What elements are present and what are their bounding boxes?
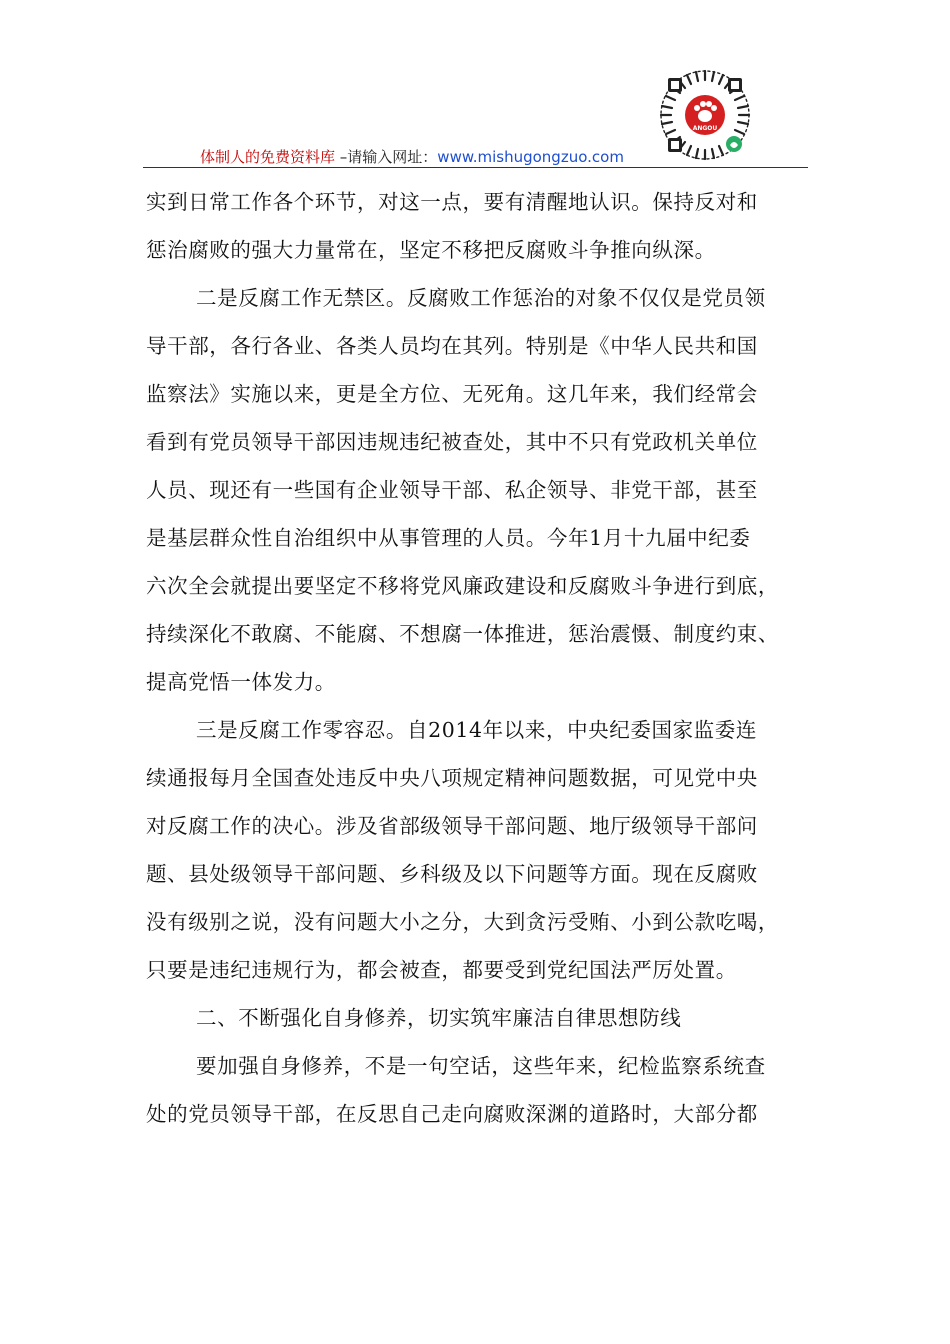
body-line-13: 续通报每月全国查处违反中央八项规定精神问题数据，可见党中央 xyxy=(146,766,758,790)
body-line-1: 实到日常工作各个环节，对这一点，要有清醒地认识。保持反对和 xyxy=(146,190,758,214)
body-line-16: 没有级别之说，没有问题大小之分，大到贪污受贿、小到公款吃喝， xyxy=(146,910,779,934)
body-line-9: 六次全会就提出要坚定不移将党风廉政建设和反腐败斗争进行到底， xyxy=(146,574,779,598)
body-line-8: 是基层群众性自治组织中从事管理的人员。今年1月十九届中纪委 xyxy=(146,526,751,550)
body-line-19: 要加强自身修养，不是一句空话，这些年来，纪检监察系统查 xyxy=(196,1054,766,1078)
page-header xyxy=(0,0,950,170)
mini-program-qr-code xyxy=(656,66,754,164)
body-line-3: 二是反腐工作无禁区。反腐败工作惩治的对象不仅仅是党员领 xyxy=(196,286,766,310)
body-line-17: 只要是违纪违规行为，都会被查，都要受到党纪国法严厉处置。 xyxy=(146,958,737,982)
body-line-15: 题、县处级领导干部问题、乡科级及以下问题等方面。现在反腐败 xyxy=(146,862,758,886)
document-body xyxy=(146,178,806,1138)
body-line-6: 看到有党员领导干部因违规违纪被查处，其中不只有党政机关单位 xyxy=(146,430,758,454)
header-divider xyxy=(143,167,808,168)
body-line-20: 处的党员领导干部，在反思自己走向腐败深渊的道路时，大部分都 xyxy=(146,1102,758,1126)
header-url-link[interactable]: www.mishugongzuo.com xyxy=(437,148,624,166)
body-line-4: 导干部，各行各业、各类人员均在其列。特别是《中华人民共和国 xyxy=(146,334,758,358)
qr-center-label: ANGOU xyxy=(692,125,718,132)
body-line-5: 监察法》实施以来，更是全方位、无死角。这几年来，我们经常会 xyxy=(146,382,758,406)
body-line-11: 提高党悟一体发力。 xyxy=(146,670,336,694)
header-prompt-text: –请输入网址： xyxy=(335,148,438,166)
body-line-7: 人员、现还有一些国有企业领导干部、私企领导、非党干部，甚至 xyxy=(146,478,758,502)
body-line-2: 惩治腐败的强大力量常在，坚定不移把反腐败斗争推向纵深。 xyxy=(146,238,716,262)
section-heading: 二、不断强化自身修养，切实筑牢廉洁自律思想防线 xyxy=(196,1006,682,1030)
body-line-12: 三是反腐工作零容忍。自2014年以来，中央纪委国家监委连 xyxy=(196,718,757,742)
header-banner xyxy=(200,146,624,167)
body-line-10: 持续深化不敢腐、不能腐、不想腐一体推进，惩治震慑、制度约束、 xyxy=(146,622,779,646)
header-brand-text: 体制人的免费资料库 xyxy=(200,148,336,166)
body-line-14: 对反腐工作的决心。涉及省部级领导干部问题、地厅级领导干部问 xyxy=(146,814,758,838)
